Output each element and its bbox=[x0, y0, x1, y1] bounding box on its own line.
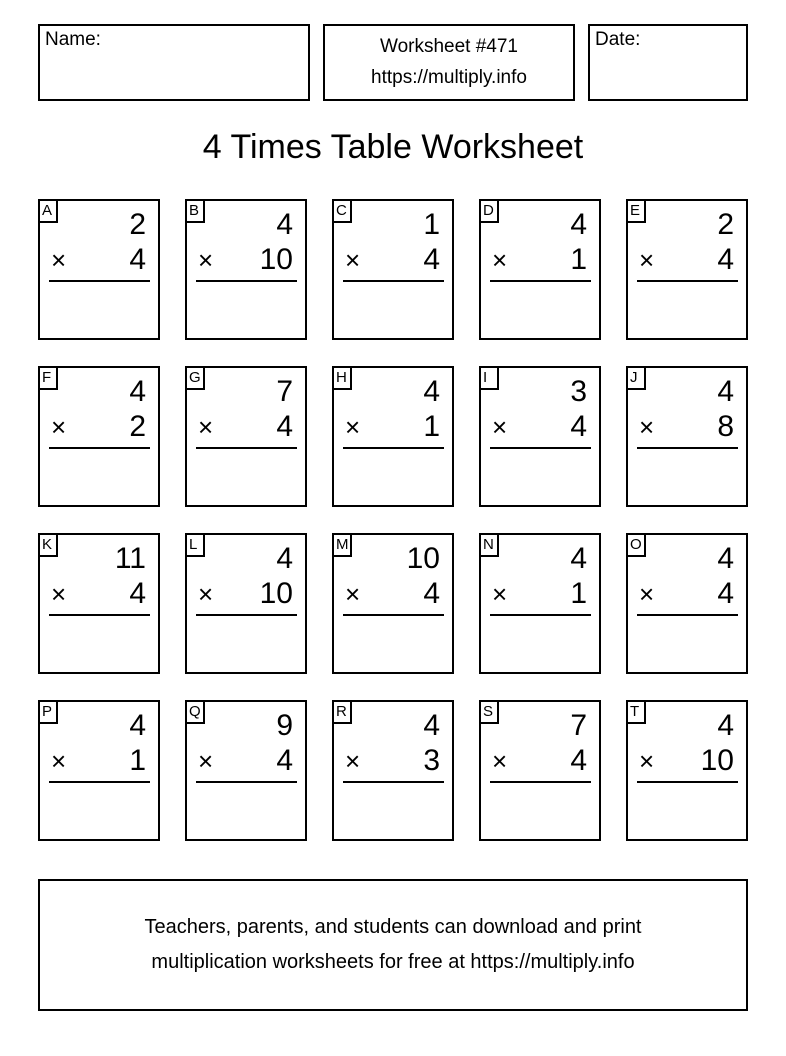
multiplicand: 11 bbox=[114, 542, 146, 575]
problem-card bbox=[332, 533, 454, 674]
multiplier: 4 bbox=[276, 410, 293, 443]
problem-card bbox=[479, 199, 601, 340]
problem-letter: D bbox=[479, 199, 499, 223]
multiplicand: 4 bbox=[717, 375, 734, 408]
multiplier: 1 bbox=[129, 744, 146, 777]
multiplicand: 2 bbox=[129, 208, 146, 241]
problem-card bbox=[626, 533, 748, 674]
problem-card bbox=[332, 366, 454, 507]
answer-line bbox=[196, 614, 297, 616]
multiplicand: 4 bbox=[129, 709, 146, 742]
problem-card bbox=[332, 199, 454, 340]
multiplier: 4 bbox=[129, 577, 146, 610]
multiplier: 4 bbox=[717, 243, 734, 276]
problem-card bbox=[38, 199, 160, 340]
problem-card bbox=[479, 533, 601, 674]
multiplier: 4 bbox=[570, 744, 587, 777]
problem-card bbox=[626, 700, 748, 841]
page-title: 4 Times Table Worksheet bbox=[202, 128, 584, 166]
problem-letter: I bbox=[479, 366, 499, 390]
multiplier: 1 bbox=[570, 243, 587, 276]
problem-card bbox=[185, 199, 307, 340]
problem-card bbox=[185, 700, 307, 841]
multiply-sign: × bbox=[198, 579, 214, 609]
multiplicand: 7 bbox=[276, 375, 293, 408]
multiply-sign: × bbox=[51, 579, 67, 609]
multiplicand: 4 bbox=[276, 542, 293, 575]
multiplier: 10 bbox=[259, 577, 293, 610]
multiplier: 4 bbox=[276, 744, 293, 777]
answer-line bbox=[343, 781, 444, 783]
worksheet-number: Worksheet #471 bbox=[379, 36, 518, 57]
multiply-sign: × bbox=[198, 746, 214, 776]
multiplicand: 4 bbox=[717, 709, 734, 742]
multiplicand: 9 bbox=[276, 709, 293, 742]
multiply-sign: × bbox=[492, 245, 508, 275]
answer-line bbox=[196, 280, 297, 282]
answer-line bbox=[196, 447, 297, 449]
multiply-sign: × bbox=[345, 412, 361, 442]
multiply-sign: × bbox=[51, 746, 67, 776]
multiplier: 2 bbox=[129, 410, 146, 443]
answer-line bbox=[637, 280, 738, 282]
date-label: Date: bbox=[595, 29, 641, 50]
multiplier: 1 bbox=[423, 410, 440, 443]
problem-letter: G bbox=[185, 366, 205, 390]
worksheet-info-box bbox=[323, 24, 575, 101]
multiply-sign: × bbox=[198, 412, 214, 442]
problem-card bbox=[626, 199, 748, 340]
multiply-sign: × bbox=[492, 579, 508, 609]
multiplier: 3 bbox=[423, 744, 440, 777]
multiplicand: 4 bbox=[423, 375, 440, 408]
problem-letter: A bbox=[38, 199, 58, 223]
problem-letter: Q bbox=[185, 700, 205, 724]
multiply-sign: × bbox=[492, 746, 508, 776]
multiply-sign: × bbox=[639, 579, 655, 609]
answer-line bbox=[49, 280, 150, 282]
problem-letter: R bbox=[332, 700, 352, 724]
multiply-sign: × bbox=[345, 245, 361, 275]
problem-card bbox=[38, 533, 160, 674]
multiply-sign: × bbox=[345, 746, 361, 776]
problem-letter: C bbox=[332, 199, 352, 223]
multiplier: 1 bbox=[570, 577, 587, 610]
answer-line bbox=[637, 781, 738, 783]
answer-line bbox=[196, 781, 297, 783]
multiplicand: 3 bbox=[570, 375, 587, 408]
problem-card bbox=[38, 366, 160, 507]
footer-line-1: Teachers, parents, and students can download and print bbox=[144, 916, 642, 938]
multiplicand: 2 bbox=[717, 208, 734, 241]
multiplier: 10 bbox=[700, 744, 734, 777]
answer-line bbox=[343, 614, 444, 616]
multiplicand: 4 bbox=[276, 208, 293, 241]
multiply-sign: × bbox=[639, 746, 655, 776]
multiplier: 4 bbox=[717, 577, 734, 610]
multiplier: 10 bbox=[259, 243, 293, 276]
answer-line bbox=[49, 614, 150, 616]
problem-letter: F bbox=[38, 366, 58, 390]
multiplier: 8 bbox=[717, 410, 734, 443]
multiplicand: 4 bbox=[129, 375, 146, 408]
multiplicand: 4 bbox=[570, 542, 587, 575]
problem-card bbox=[332, 700, 454, 841]
multiply-sign: × bbox=[639, 412, 655, 442]
problem-letter: L bbox=[185, 533, 205, 557]
answer-line bbox=[637, 614, 738, 616]
answer-line bbox=[490, 614, 591, 616]
answer-line bbox=[490, 280, 591, 282]
problem-letter: N bbox=[479, 533, 499, 557]
problem-card bbox=[479, 700, 601, 841]
name-label: Name: bbox=[45, 29, 101, 50]
problem-letter: H bbox=[332, 366, 352, 390]
multiplier: 4 bbox=[423, 243, 440, 276]
multiplicand: 1 bbox=[423, 208, 440, 241]
multiplicand: 4 bbox=[423, 709, 440, 742]
answer-line bbox=[343, 447, 444, 449]
problem-letter: O bbox=[626, 533, 646, 557]
answer-line bbox=[343, 280, 444, 282]
problem-card bbox=[38, 700, 160, 841]
problem-card bbox=[185, 366, 307, 507]
problem-letter: T bbox=[626, 700, 646, 724]
multiplicand: 4 bbox=[570, 208, 587, 241]
problem-letter: K bbox=[38, 533, 58, 557]
multiplicand: 4 bbox=[717, 542, 734, 575]
problem-card bbox=[185, 533, 307, 674]
problem-letter: M bbox=[332, 533, 352, 557]
multiplicand: 7 bbox=[570, 709, 587, 742]
multiply-sign: × bbox=[639, 245, 655, 275]
footer-line-2: multiplication worksheets for free at https://multiply.info bbox=[151, 951, 635, 973]
multiply-sign: × bbox=[345, 579, 361, 609]
worksheet-website: https://multiply.info bbox=[371, 67, 527, 88]
multiply-sign: × bbox=[492, 412, 508, 442]
problem-letter: P bbox=[38, 700, 58, 724]
multiplier: 4 bbox=[570, 410, 587, 443]
date-field-box bbox=[588, 24, 748, 101]
multiply-sign: × bbox=[51, 412, 67, 442]
footer-box bbox=[38, 879, 748, 1011]
problem-letter: J bbox=[626, 366, 646, 390]
multiply-sign: × bbox=[198, 245, 214, 275]
problem-card bbox=[626, 366, 748, 507]
problem-letter: B bbox=[185, 199, 205, 223]
multiplier: 4 bbox=[423, 577, 440, 610]
multiplier: 4 bbox=[129, 243, 146, 276]
problem-letter: S bbox=[479, 700, 499, 724]
problem-card bbox=[479, 366, 601, 507]
answer-line bbox=[49, 781, 150, 783]
answer-line bbox=[490, 447, 591, 449]
multiplicand: 10 bbox=[406, 542, 440, 575]
answer-line bbox=[49, 447, 150, 449]
answer-line bbox=[490, 781, 591, 783]
answer-line bbox=[637, 447, 738, 449]
problem-letter: E bbox=[626, 199, 646, 223]
multiply-sign: × bbox=[51, 245, 67, 275]
name-field-box bbox=[38, 24, 310, 101]
